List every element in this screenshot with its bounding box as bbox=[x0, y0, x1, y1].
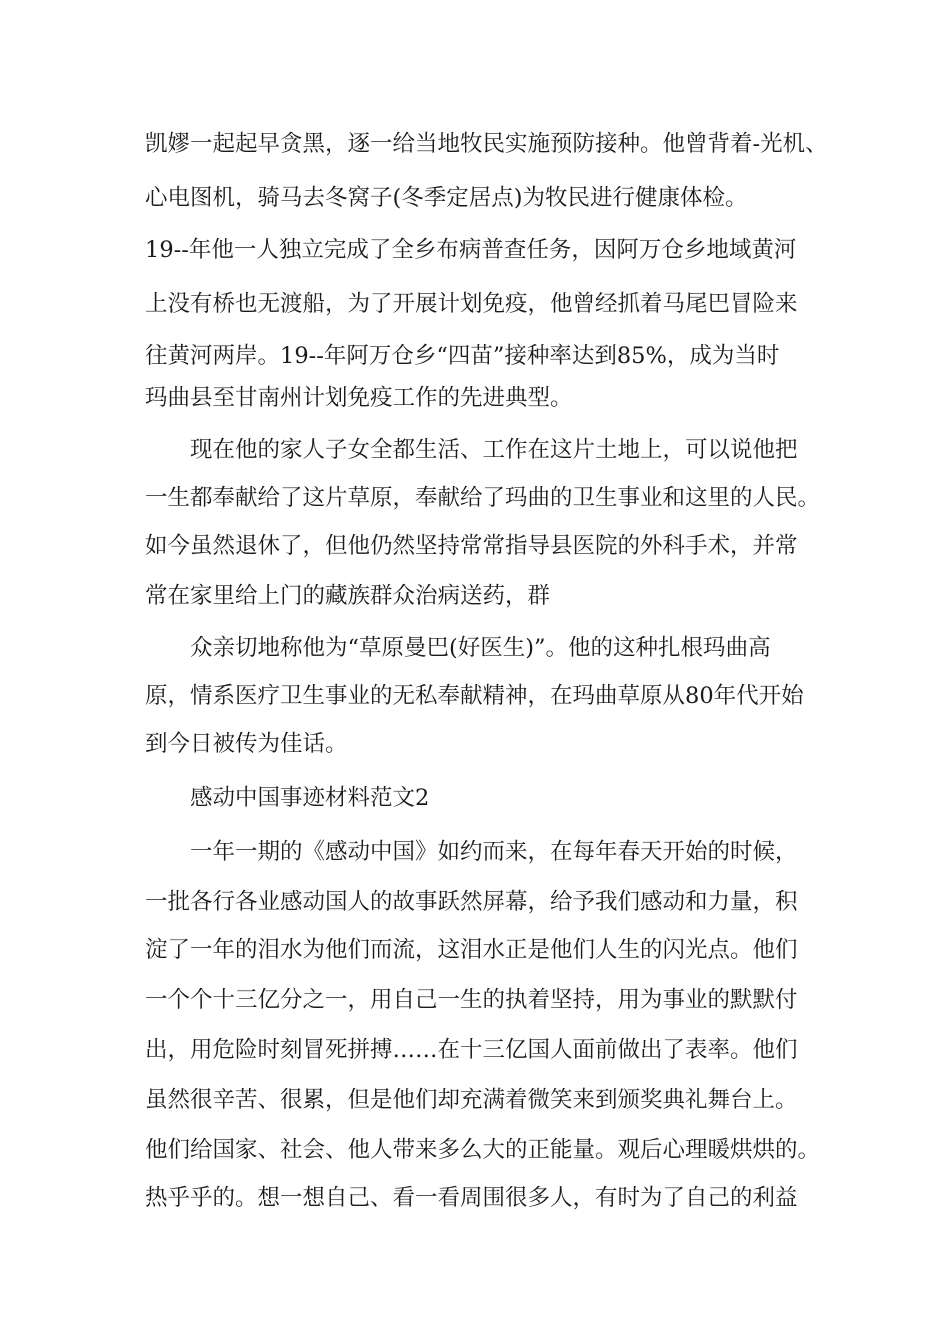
text-line: 淀了一年的泪水为他们而流，这泪水正是他们人生的闪光点。他们 bbox=[145, 937, 798, 963]
text-line: 心电图机，骑马去冬窝子(冬季定居点)为牧民进行健康体检。 bbox=[145, 185, 748, 211]
text-line: 到今日被传为佳话。 bbox=[145, 731, 348, 757]
text-line: 虽然很辛苦、很累，但是他们却充满着微笑来到颁奖典礼舞台上。 bbox=[145, 1087, 798, 1113]
text-line: 如今虽然退休了，但他仍然坚持常常指导县医院的外科手术，并常 bbox=[145, 533, 798, 559]
text-line: 常在家里给上门的藏族群众治病送药，群 bbox=[145, 583, 551, 609]
paragraph-start-line: 一年一期的《感动中国》如约而来，在每年春天开始的时候， bbox=[190, 839, 798, 865]
text-line: 往黄河两岸。19--年阿万仓乡“四苗”接种率达到85%，成为当时 bbox=[145, 343, 780, 369]
paragraph-start-line: 众亲切地称他为“草原曼巴(好医生)”。他的这种扎根玛曲高 bbox=[190, 635, 771, 661]
text-line: 他们给国家、社会、他人带来多么大的正能量。观后心理暖烘烘的。 bbox=[145, 1137, 821, 1163]
text-line: 出，用危险时刻冒死拼搏……在十三亿国人面前做出了表率。他们 bbox=[145, 1037, 798, 1063]
text-line: 热乎乎的。想一想自己、看一看周围很多人，有时为了自己的利益 bbox=[145, 1185, 798, 1211]
paragraph-start-line: 现在他的家人子女全都生活、工作在这片土地上，可以说他把 bbox=[190, 437, 798, 463]
text-line: 原，情系医疗卫生事业的无私奉献精神，在玛曲草原从80年代开始 bbox=[145, 683, 804, 709]
text-line: 19--年他一人独立完成了全乡布病普查任务，因阿万仓乡地域黄河 bbox=[145, 237, 797, 263]
text-line: 一个个十三亿分之一，用自己一生的执着坚持，用为事业的默默付 bbox=[145, 987, 798, 1013]
text-line: 一批各行各业感动国人的故事跃然屏幕，给予我们感动和力量，积 bbox=[145, 889, 798, 915]
text-line: 一生都奉献给了这片草原，奉献给了玛曲的卫生事业和这里的人民。 bbox=[145, 485, 821, 511]
text-line: 上没有桥也无渡船，为了开展计划免疫，他曾经抓着马尾巴冒险来 bbox=[145, 291, 798, 317]
text-line: 凯嫪一起起早贪黑，逐一给当地牧民实施预防接种。他曾背着-光机、 bbox=[145, 131, 828, 157]
text-line: 玛曲县至甘南州计划免疫工作的先进典型。 bbox=[145, 385, 573, 411]
section-heading: 感动中国事迹材料范文2 bbox=[190, 785, 430, 811]
